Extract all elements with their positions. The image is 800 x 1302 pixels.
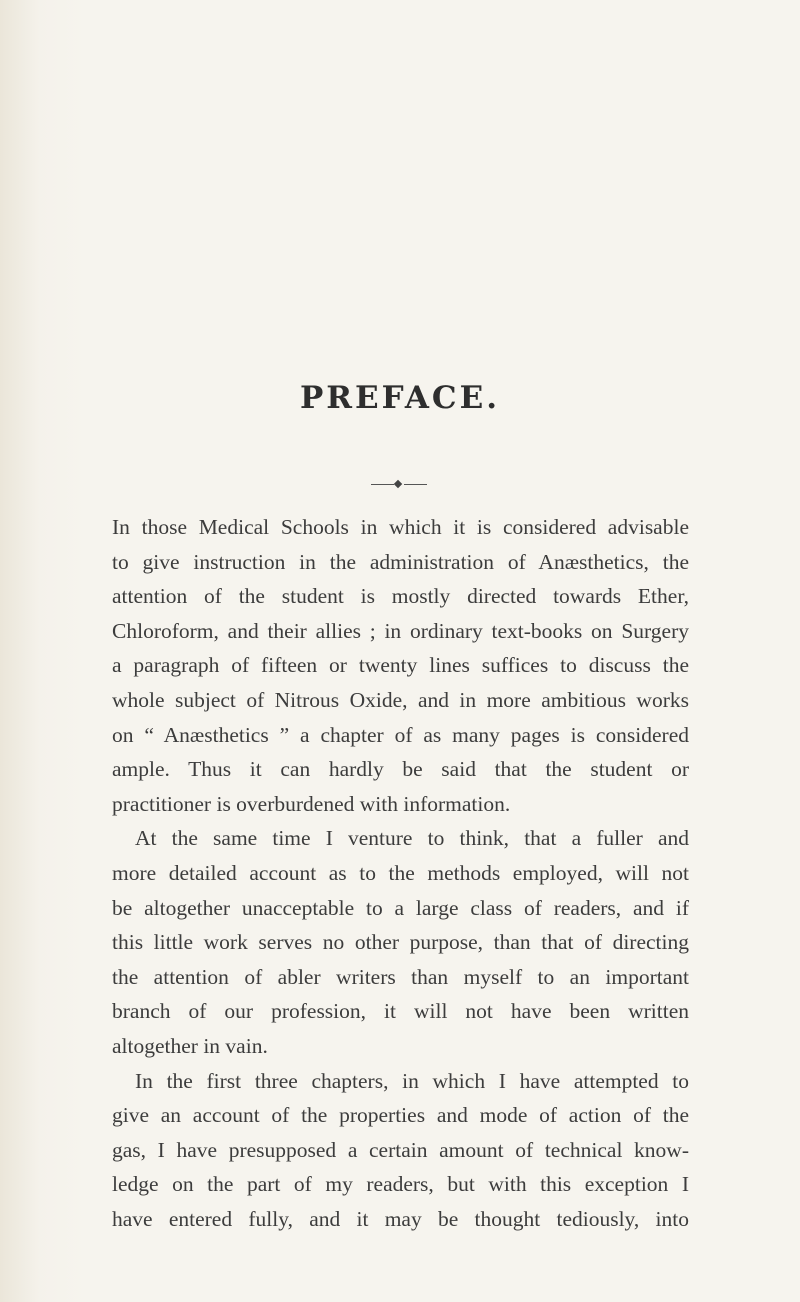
text-line: the attention of abler writers than myself to an important	[112, 964, 689, 989]
text-line: practitioner is overburdened with information.	[112, 791, 511, 816]
text-line: In those Medical Schools in which it is considered advisable	[112, 515, 689, 539]
text-line: branch of our profession, it will not have been written	[112, 999, 689, 1024]
ornament-rule-left	[371, 484, 394, 485]
text-line: altogether in vain.	[112, 1033, 268, 1058]
preface-body	[112, 510, 689, 1236]
text-line: ledge on the part of my readers, but with this exception I	[112, 1172, 689, 1197]
text-line: more detailed account as to the methods employed, will not	[112, 860, 689, 885]
diamond-icon	[394, 480, 402, 488]
text-line: to give instruction in the administration of Anæsthetics, the	[112, 549, 689, 574]
page-heading: PREFACE.	[299, 380, 501, 416]
text-line: be altogether unacceptable to a large class of readers, and if	[112, 895, 689, 920]
ornament-rule-right	[404, 484, 427, 485]
text-line: whole subject of Nitrous Oxide, and in more ambitious works	[112, 687, 689, 712]
text-line: on “ Anæsthetics ” a chapter of as many pages is considered	[112, 722, 689, 747]
text-line: ample. Thus it can hardly be said that the student or	[112, 757, 689, 782]
text-line: a paragraph of fifteen or twenty lines suffices to discuss the	[112, 653, 689, 678]
divider-ornament	[371, 480, 427, 490]
text-line: this little work serves no other purpose, than that of directing	[112, 930, 689, 955]
text-line: give an account of the properties and mode of action of the	[112, 1103, 689, 1128]
text-line: gas, I have presupposed a certain amount of technical know-	[112, 1137, 689, 1162]
text-line: In the first three chapters, in which I have attempted to	[135, 1068, 689, 1093]
text-line: At the same time I venture to think, that a fuller and	[135, 826, 689, 851]
text-line: have entered fully, and it may be thought tediously, into	[112, 1206, 689, 1231]
text-line: Chloroform, and their allies ; in ordinary text-books on Surgery	[112, 618, 689, 643]
text-line: attention of the student is mostly directed towards Ether,	[112, 584, 689, 609]
